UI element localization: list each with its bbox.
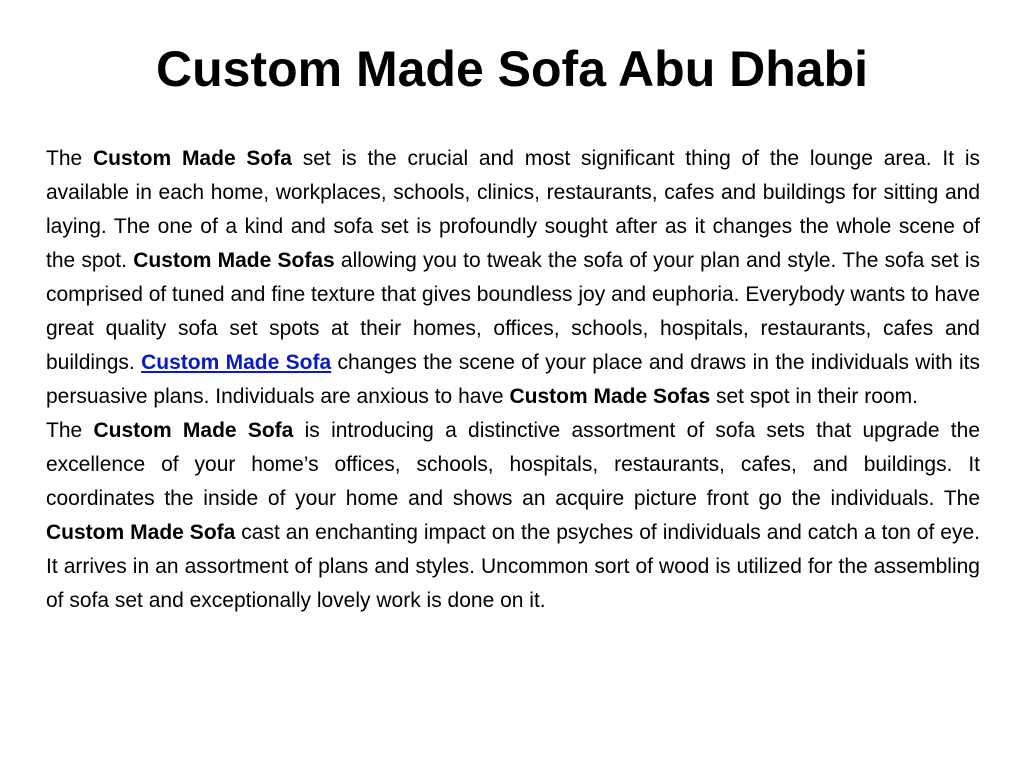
custom-made-sofa-link[interactable]: Custom Made Sofa: [141, 351, 332, 374]
text-run: The: [46, 419, 94, 442]
bold-keyword: Custom Made Sofas: [509, 385, 711, 408]
text-run: changes the scene of your place and draws in the individuals with its persuasive plans. Individuals are anxious to have: [46, 351, 981, 408]
bold-keyword: Custom Made Sofa: [92, 147, 292, 170]
paragraph-2: [46, 414, 980, 618]
body-text: [46, 142, 980, 618]
text-run: The: [46, 147, 93, 170]
paragraph-1: [46, 142, 980, 414]
page-title: Custom Made Sofa Abu Dhabi: [155, 41, 869, 97]
text-run: is introducing a distinctive assortment of sofa sets that upgrade the excellence of your home’s offices, schools, hospitals, restaurants, cafes, and buildings. It coordinates the inside of your home and shows an acquire picture front go the individuals. The: [46, 419, 981, 510]
bold-keyword: Custom Made Sofas: [133, 249, 335, 272]
bold-keyword: Custom Made Sofa: [46, 521, 236, 544]
bold-keyword: Custom Made Sofa: [93, 419, 294, 442]
text-run: set is the crucial and most significant thing of the lounge area. It is available in each home, workplaces, schools, clinics, restaurants, cafes and buildings for sitting and laying. The one of a kind and sofa set is profoundly sought after as it changes the whole scene of the spot.: [46, 147, 980, 272]
text-run: allowing you to tweak the sofa of your plan and style. The sofa set is comprised of tuned and fine texture that gives boundless joy and euphoria. Everybody wants to have great quality sofa set spots at their homes, offices, schools, hospitals, restaurants, cafes and buildings.: [46, 249, 981, 374]
text-run: set spot in their room.: [710, 385, 918, 408]
text-run: cast an enchanting impact on the psyches of individuals and catch a ton of eye. It arrives in an assortment of plans and styles. Uncommon sort of wood is utilized for the assembling of sofa set and exceptionally lovely work is done on it.: [46, 521, 980, 612]
